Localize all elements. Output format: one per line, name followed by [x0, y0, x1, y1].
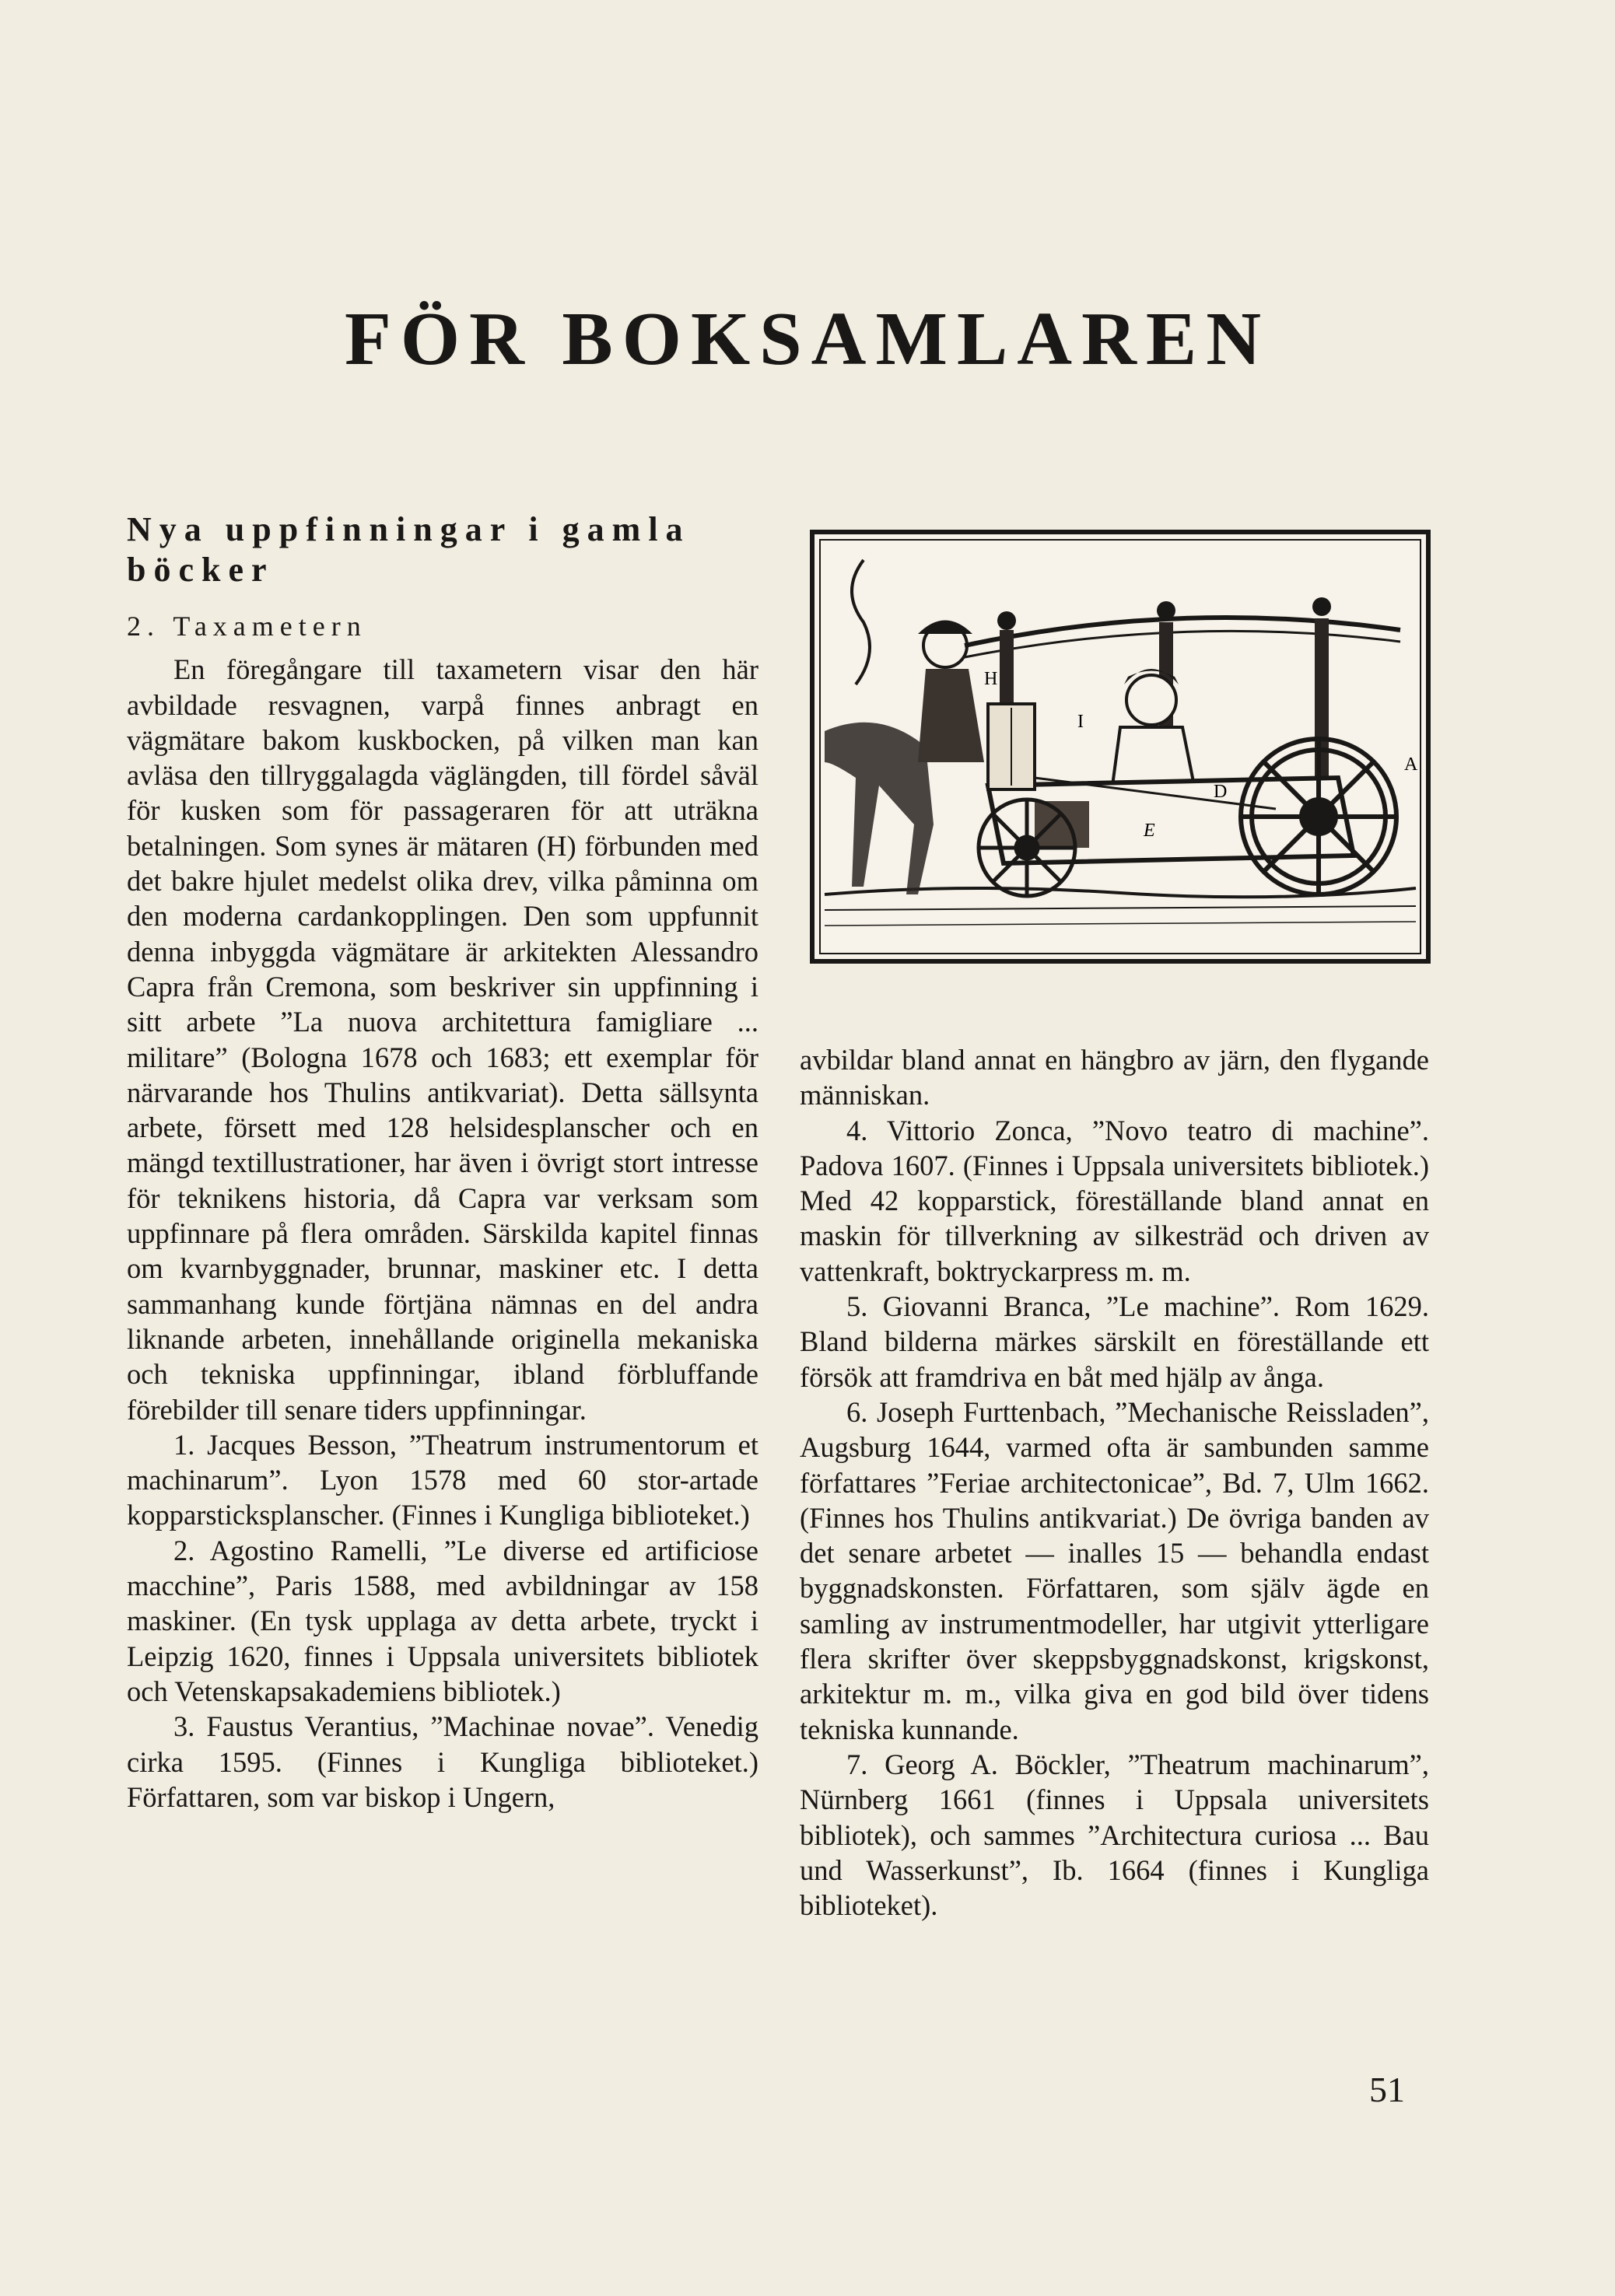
list-item-6: 6. Joseph Furttenbach, ”Mechanische Reissladen”, Augsburg 1644, varmed ofta är sambunden samme författares ”Feriae architectonicae”, Bd. 7, Ulm 1662. (Finnes hos Thulins antikvariat.) De övriga banden av det senare arbetet — inalles 15 — behandla endast byggnadskonsten. Författaren, som själv ägde en samling av instrumentmodeller, har utgivit ytterligare flera skrifter över skeppsbyggnadskonst, krigskonst, arkitektur m. m., vilka giva en god bild över tidens tekniska kunnande. — [800, 1395, 1429, 1745]
carriage-illustration — [809, 529, 1431, 964]
page-number: 51 — [1369, 2070, 1405, 2109]
list-item-4: 4. Vittorio Zonca, ”Novo teatro di machine”. Padova 1607. (Finnes i Uppsala universitets bibliotek.) Med 42 kopparstick, föreställande bland annat en maskin för tillverkning av silkesträd och driven av vattenkraft, boktryckarpress m. m. — [800, 1114, 1429, 1287]
intro-paragraph: En föregångare till taxametern visar den här avbildade resvagnen, varpå finnes anbragt en vägmätare bakom kuskbocken, på vilken man kan avläsa den tillryggalagda väglängden, till fördel såväl för kusken som för passageraren för att uträkna betalningen. Som synes är mätaren (H) förbunden med det bakre hjulet medelst olika drev, vilka påminna om den moderna cardankopplingen. Den som uppfunnit denna inbyggda vägmätare är arkitekten Alessandro Capra från Cremona, som beskriver sin uppfinning i sitt arbete ”La nuova architettura famigliare ... militare” (Bologna 1678 och 1683; ett exemplar för närvarande hos Thulins antikvariat). Detta sällsynta arbete, försett med 128 helsidesplanscher och en mängd textillustrationer, har även i övrigt stort intresse för teknikens historia, då Capra var verksam som uppfinnare på flera områden. Särskilda kapitel finnas om kvarnbyggnader, brunnar, maskiner etc. I detta sammanhang kunde förtjäna nämnas en del andra liknande arbeten, innehållande originella mekaniska och tekniska uppfinningar, ibland förbluffande förebilder till senare tiders uppfinningar. — [127, 653, 758, 1426]
list-item-7: 7. Georg A. Böckler, ”Theatrum machinarum”, Nürnberg 1661 (finnes i Uppsala universitets bibliotek), och sammes ”Architectura curiosa ... Bau und Wasserkunst”, Ib. 1664 (finnes i Kungliga biblioteket). — [800, 1748, 1429, 1922]
list-item-3: 3. Faustus Verantius, ”Machinae novae”. Venedig cirka 1595. (Finnes i Kungliga biblioteket.) Författaren, som var biskop i Ungern, — [127, 1710, 758, 1813]
left-column — [127, 509, 758, 1815]
right-column — [800, 1042, 1429, 1923]
label-a: A — [1404, 754, 1418, 775]
label-h: H — [984, 669, 998, 689]
label-i: I — [1077, 712, 1084, 732]
list-item-5: 5. Giovanni Branca, ”Le machine”. Rom 1629. Bland bilderna märkes särskilt en föreställande ett försök att framdriva en båt med hjälp av ånga. — [800, 1290, 1429, 1393]
article-subheading: 2. Taxametern — [127, 611, 367, 642]
list-item-2: 2. Agostino Ramelli, ”Le diverse ed artificiose macchine”, Paris 1588, med avbildningar av 158 maskiner. (En tysk upplaga av detta arbete, tryckt i Leipzig 1620, finnes i Uppsala universitets bibliotek och Vetenskapsakademiens bibliotek.) — [127, 1534, 758, 1707]
label-e: E — [1144, 821, 1155, 841]
label-d: D — [1214, 782, 1228, 802]
list-item-3-continued: avbildar bland annat en hängbro av järn, den flygande människan. — [800, 1044, 1429, 1111]
page-title: FÖR BOKSAMLAREN — [344, 297, 1270, 381]
list-item-1: 1. Jacques Besson, ”Theatrum instrumentorum et machinarum”. Lyon 1578 med 60 stor-artade kopparsticksplanscher. (Finnes i Kungliga biblioteket.) — [127, 1428, 758, 1531]
article-heading: Nya uppfinningar i gamla böcker — [127, 510, 691, 589]
